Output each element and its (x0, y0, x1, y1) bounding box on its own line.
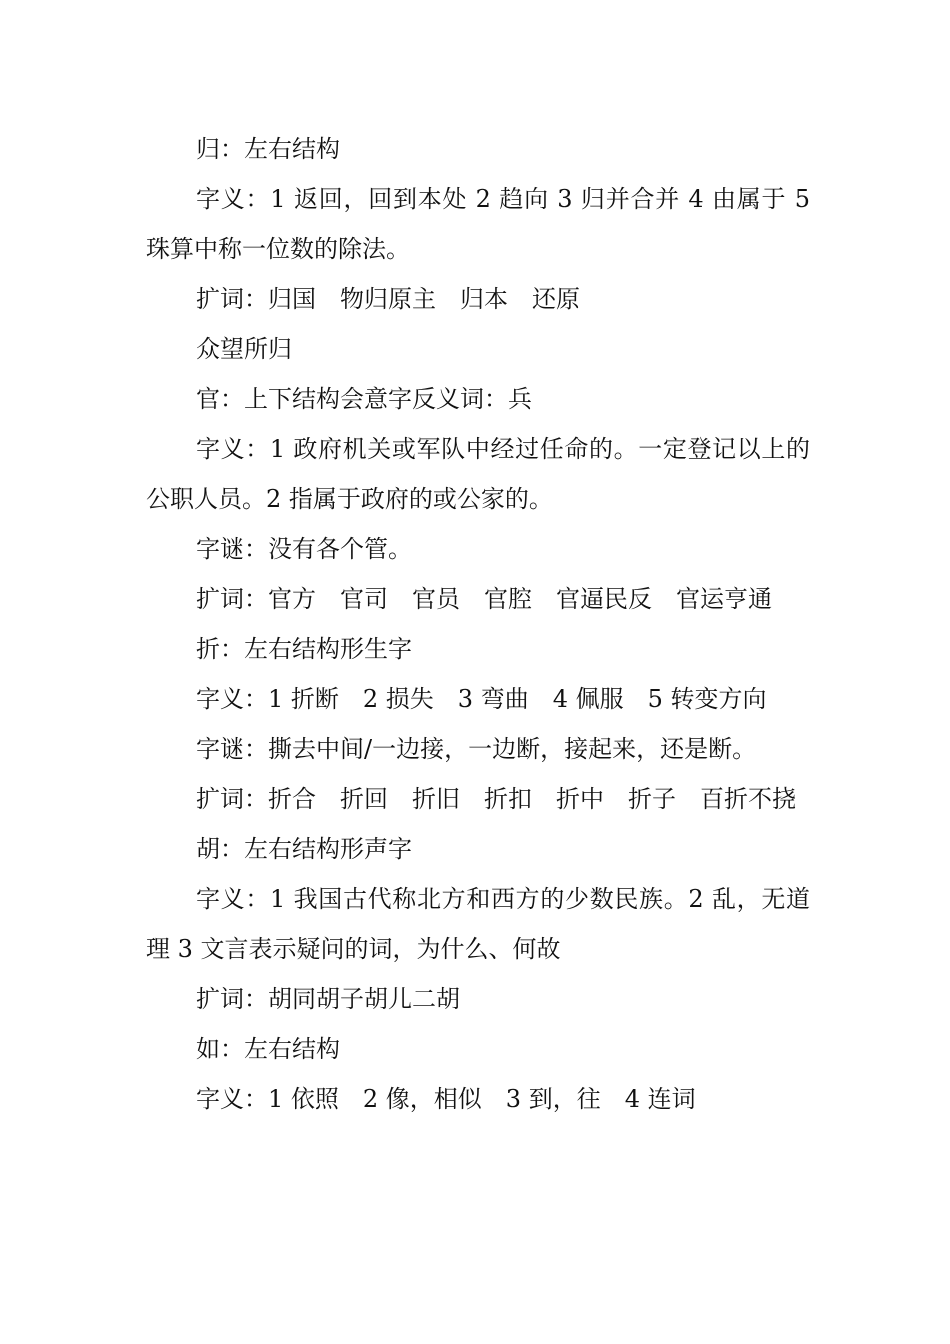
paragraph-zhe-meaning: 字义：1 折断 2 损失 3 弯曲 4 佩服 5 转变方向 (196, 685, 767, 713)
paragraph-hu-meaning: 字义：1 我国古代称北方和西方的少数民族。2 乱，无道理 3 文言表示疑问的词，为什么、何故 (146, 885, 810, 963)
paragraph-gui-meaning: 字义：1 返回，回到本处 2 趋向 3 归并合并 4 由属于 5 珠算中称一位数的除法。 (146, 185, 818, 263)
paragraph-ru-structure: 如：左右结构 (196, 1035, 340, 1063)
document-body (146, 124, 818, 1124)
paragraph-ru-meaning: 字义：1 依照 2 像，相似 3 到，往 4 连词 (196, 1085, 696, 1113)
paragraph-guan-meaning: 字义：1 政府机关或军队中经过任命的。一定登记以上的公职人员。2 指属于政府的或公家的。 (146, 435, 810, 513)
paragraph-guan-structure: 官：上下结构会意字反义词：兵 (196, 385, 532, 413)
paragraph-guan-words: 扩词：官方 官司 官员 官腔 官逼民反 官运亨通 (196, 585, 772, 613)
paragraph-hu-structure: 胡：左右结构形声字 (196, 835, 412, 863)
paragraph-gui-structure: 归：左右结构 (196, 135, 340, 163)
paragraph-zhe-structure: 折：左右结构形生字 (196, 635, 412, 663)
paragraph-gui-idiom: 众望所归 (196, 335, 292, 363)
paragraph-guan-riddle: 字谜：没有各个管。 (196, 535, 412, 563)
paragraph-zhe-words: 扩词：折合 折回 折旧 折扣 折中 折子 百折不挠 (196, 785, 796, 813)
paragraph-hu-words: 扩词：胡同胡子胡儿二胡 (196, 985, 460, 1013)
paragraph-zhe-riddle: 字谜：撕去中间/一边接，一边断，接起来，还是断。 (196, 735, 757, 763)
paragraph-gui-words: 扩词：归国 物归原主 归本 还原 (196, 285, 580, 313)
